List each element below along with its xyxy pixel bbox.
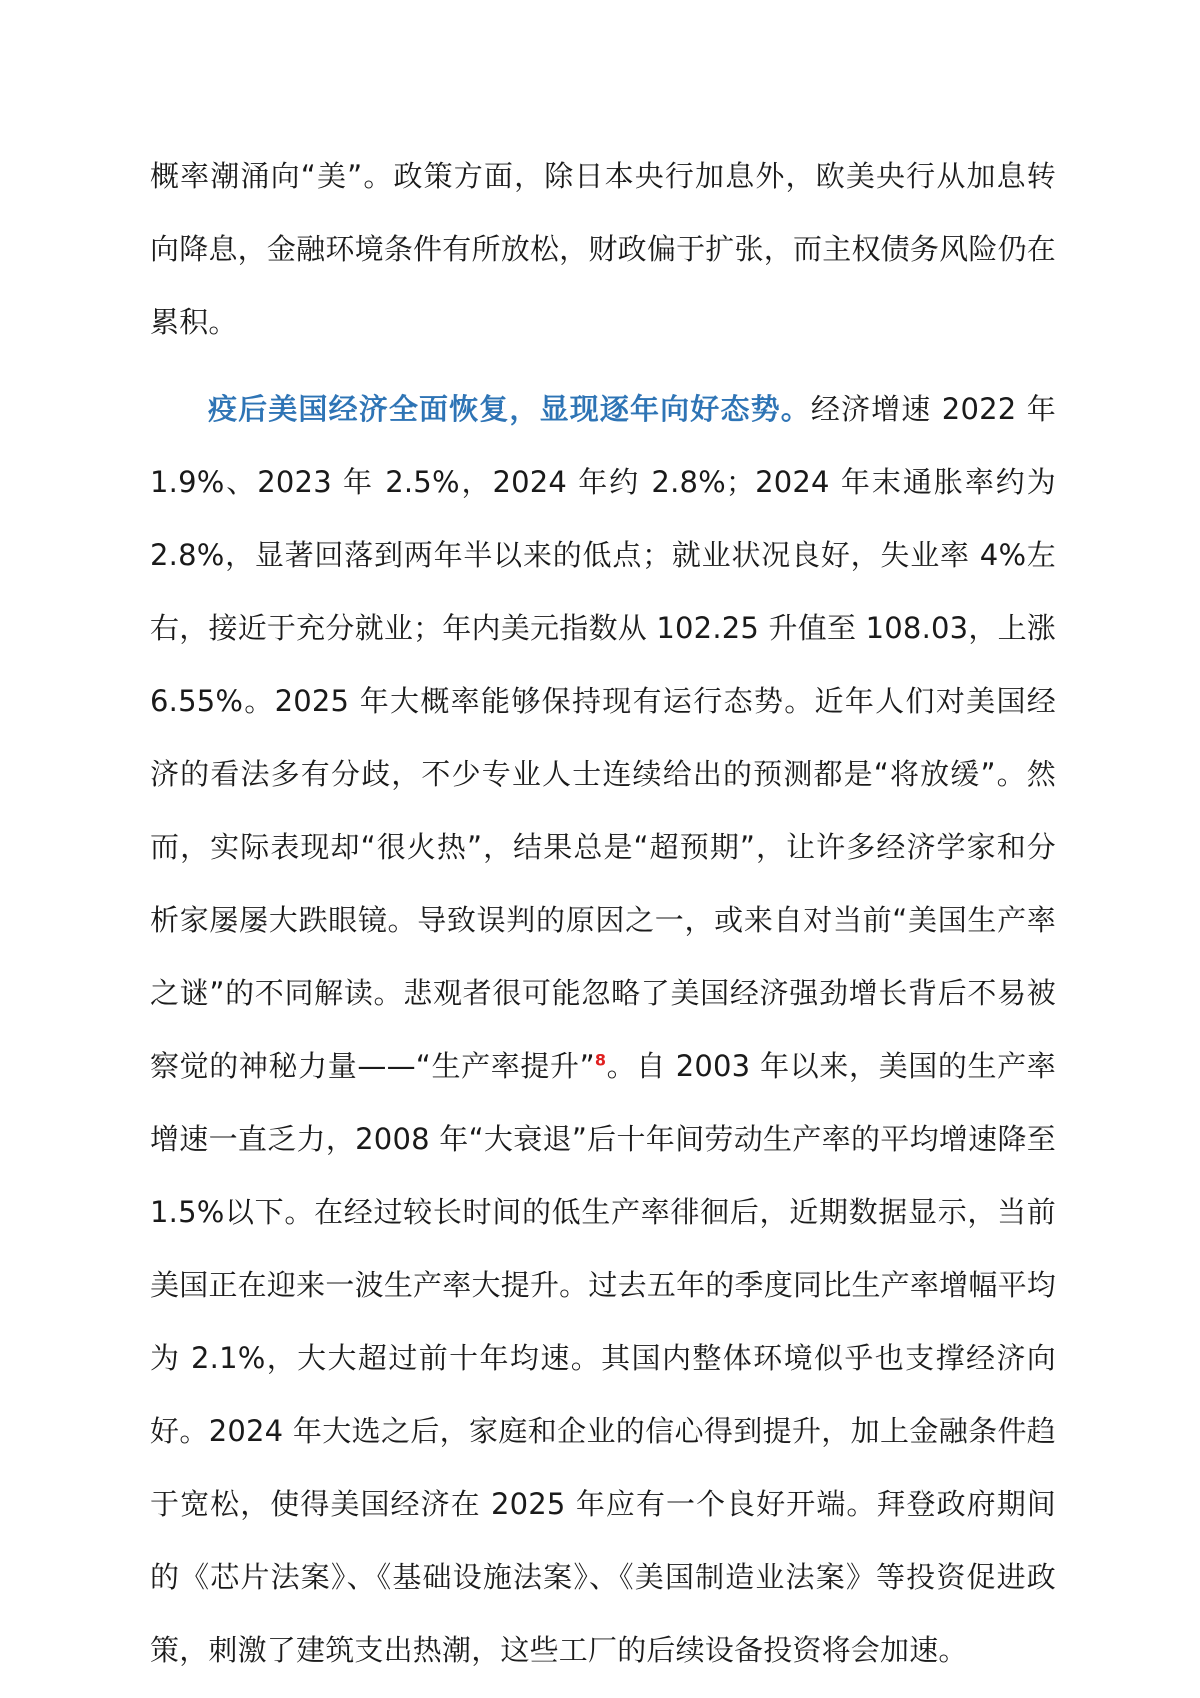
document-page [150,140,1056,1687]
paragraph-continuation [150,140,1056,359]
footnote-reference[interactable]: 8 [594,1050,607,1070]
paragraph-us-economy [150,373,1056,1687]
paragraph-heading-highlight: 疫后美国经济全面恢复，显现逐年向好态势。 [208,392,811,426]
paragraph-1-text: 概率潮涌向“美”。政策方面，除日本央行加息外，欧美央行从加息转向降息，金融环境条件有所放松，财政偏于扩张，而主权债务风险仍在累积。 [150,159,1056,339]
paragraph-2-text-part-1: 经济增速 2022 年 1.9%、2023 年 2.5%，2024 年约 2.8%；2024 年末通胀率约为 2.8%，显著回落到两年半以来的低点；就业状况良好，失业率 4%左右，接近于充分就业；年内美元指数从 102.25 升值至 108.03，上涨 6.55%。2025 年大概率能够保持现有运行态势。近年人们对美国经济的看法多有分歧，不少专业人士连续给出的预测都是“将放缓”。然而，实际表现却“很火热”，结果总是“超预期”，让许多经济学家和分析家屡屡大跌眼镜。导致误判的原因之一，或来自对当前“美国生产率之谜”的不同解读。悲观者很可能忽略了美国经济强劲增长背后不易被察觉的神秘力量——“生产率提升” [150,392,1056,1083]
paragraph-2-text-part-2: 。自 2003 年以来，美国的生产率增速一直乏力，2008 年“大衰退”后十年间劳动生产率的平均增速降至 1.5%以下。在经过较长时间的低生产率徘徊后，近期数据显示，当前美国正在迎来一波生产率大提升。过去五年的季度同比生产率增幅平均为 2.1%，大大超过前十年均速。其国内整体环境似乎也支撑经济向好。2024 年大选之后，家庭和企业的信心得到提升，加上金融条件趋于宽松，使得美国经济在 2025 年应有一个良好开端。拜登政府期间的《芯片法案》、《基础设施法案》、《美国制造业法案》等投资促进政策，刺激了建筑支出热潮，这些工厂的后续设备投资将会加速。 [150,1049,1057,1667]
